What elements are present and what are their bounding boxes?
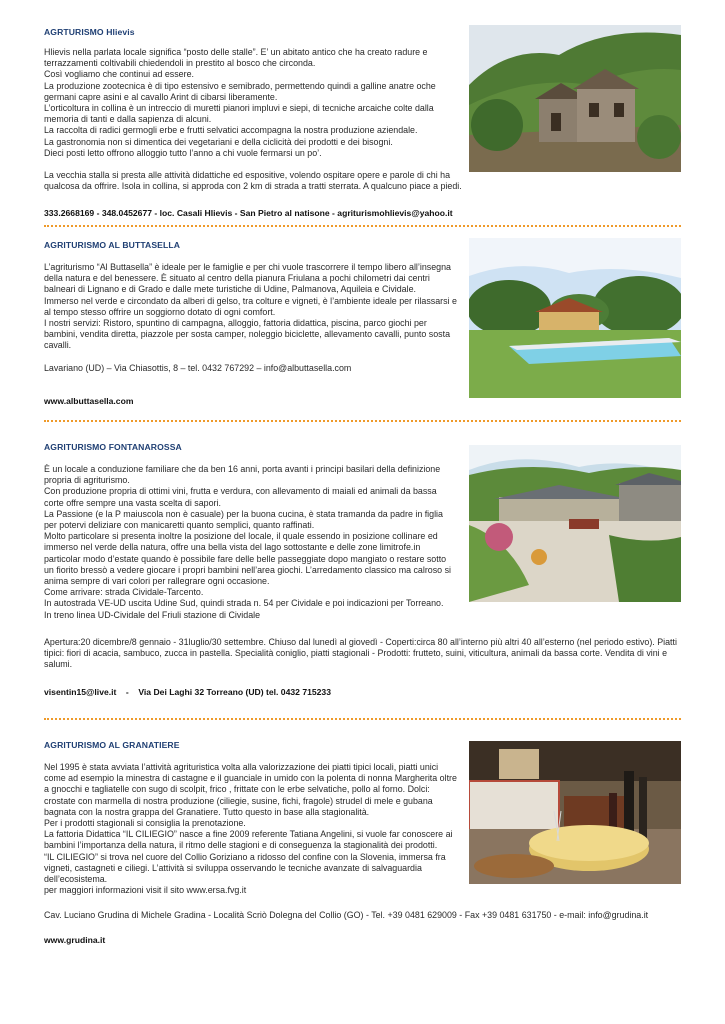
paragraph: Dieci posti letto offrono alloggio tutto l’anno a chi vuole fermarsi un po’.	[44, 147, 322, 158]
section-text-hlievis-last	[44, 170, 484, 192]
paragraph: La fattoria Didattica “IL CILIEGIO” nasce a fine 2009 referente Tatiana Angelini, si vuole far conoscere ai bambini l’importanza della natura, il ritmo delle stagioni e di conseguenza la stagionalità dei prodotti.	[44, 829, 453, 851]
section-text-fontanarossa-wide	[44, 637, 684, 671]
paragraph: Come arrivare: strada Cividale-Tarcento.	[44, 587, 204, 598]
website-link-buttasella[interactable]: www.albuttasella.com	[44, 396, 134, 406]
paragraph: La Passione (e la P maiuscola non è casuale) per la buona cucina, è stata tramanda da padre in figlia per potervi deliziare con manicaretti quanto semplici, quanto raffinati.	[44, 508, 443, 531]
address-line-granatiere: Cav. Luciano Grudina di Michele Gradina - Località Scriò Dolegna del Collio (GO) - Tel. +39 0481 629009 - Fax +39 0481 631750 - e-mail: info@grudina.it	[44, 910, 649, 920]
paragraph: La gastronomia non si dimentica dei vegetariani e della ciclicità dei prodotti e dei bisogni.	[44, 136, 393, 147]
contact-line-hlievis: 333.2668169 - 348.0452677 - loc. Casali Hlievis - San Pietro al natisone - agriturismohlievis@yahoo.it	[44, 208, 453, 218]
paragraph: per maggiori informazioni visit il sito www.ersa.fvg.it	[44, 885, 247, 896]
paragraph: La produzione zootecnica è di tipo estensivo e semibrado, permettendo quindi a galline anatre oche germani capre asini e al cavallo Arint di cibarsi liberamente.	[44, 80, 436, 102]
paragraph: La vecchia stalla si presta alle attività didattiche ed espositive, volendo ospitare opere e parole di chi ha qualcosa da offrire. Isola in collina, si approda con 2 km di strada a tratti sterrata. A qualcuno piace a piedi.	[44, 170, 462, 192]
wine-cheese-table-photo	[469, 741, 681, 884]
section-text-buttasella	[44, 262, 457, 374]
section-text-fontanarossa	[44, 464, 458, 621]
section-title-granatiere: AGRITURISMO AL GRANATIERE	[44, 740, 180, 750]
section-title-buttasella: AGRITURISMO AL BUTTASELLA	[44, 240, 181, 250]
paragraph: Hlievis nella parlata locale significa “posto delle stalle”. E’ un abitato antico che ha creato radure e terrazzamenti coltivabili chiedendoli in prestito al bosco che circonda.	[44, 47, 428, 69]
section-divider	[44, 718, 681, 720]
section-divider	[44, 225, 681, 227]
address-line-buttasella: Lavariano (UD) – Via Chiasottis, 8 – tel. 0432 767292 – info@albuttasella.com	[44, 362, 352, 373]
section-title-hlievis: AGRTURISMO Hlievis	[44, 27, 135, 37]
paragraph: La raccolta di radici germogli erbe e frutti selvatici accompagna la nostra produzione aziendale.	[44, 125, 418, 136]
paragraph: L’orticoltura in collina è un intreccio di muretti pianori impluvi e siepi, di tecniche arcaiche colte dalla memoria di tanti e dalla sapienza di alcuni.	[44, 103, 434, 125]
paragraph: Con produzione propria di ottimi vini, frutta e verdura, con allevamento di maiali ed animali da bassa corte offre sempre una vasta scelta di sapori.	[44, 486, 437, 508]
paragraph: Così vogliamo che continui ad essere.	[44, 69, 194, 80]
paragraph: L’agriturismo “Al Buttasella” è ideale per le famiglie e per chi vuole trascorrere il tempo libero all’insegna della natura e del benessere. È situato al centro della pianura Friulana a pochi chilometri dai centri balneari di Lignano e di Grado e dalle mete turistiche di Udine, Palmanova, Aquileia e Cividale.	[44, 262, 451, 295]
website-link-granatiere[interactable]: www.grudina.it	[44, 935, 106, 945]
paragraph: Per i prodotti stagionali si consiglia la prenotazione.	[44, 818, 246, 829]
restaurant-terrace-photo	[469, 445, 681, 602]
paragraph: “IL CILIEGIO” si trova nel cuore del Collio Goriziano a ridosso del confine con la Slovenia, immersa fra vigneti, castagneti e ciliegi. L’attività si sviluppa osservando le tecniche avanzate di salvaguardia dell’ecosistema.	[44, 851, 446, 885]
section-title-fontanarossa: AGRITURISMO FONTANAROSSA	[44, 442, 182, 452]
stone-farmhouse-photo	[469, 25, 681, 172]
paragraph: In treno linea UD-Cividale del Friuli stazione di Cividale	[44, 609, 261, 620]
paragraph: Nel 1995 è stata avviata l’attività agrituristica volta alla valorizzazione dei piatti tipici locali, piatti unici come ad esempio la minestra di castagne e il guanciale in umido con la polenta di nonna Margherita oltre a gnocchi e tagliatelle con sugo di scolpit, frico , frittate con le erbe selvatiche, pollo al forno. Dolci: crostate con marmella di nostra produzione (ciliegie, susine, fichi, fragole) strudel di mele e gubana bagnata con la nostra grappa del Granatiere. Tutto questo in base alla stagionalità.	[44, 762, 457, 817]
section-divider	[44, 420, 681, 422]
paragraph: Immerso nel verde e circondato da alberi di gelso, tra colture e vigneti, è l’ambiente ideale per rilassarsi e al tempo stesso offrire un soggiorno dotato di ogni comfort.	[44, 295, 457, 317]
paragraph: È un locale a conduzione familiare che da ben 16 anni, porta avanti i principi basilari della definizione propria di agriturismo.	[44, 464, 441, 486]
paragraph: Apertura:20 dicembre/8 gennaio - 31luglio/30 settembre. Chiuso dal lunedì al giovedì - Coperti:circa 80 all’interno più altri 40 all’esterno (nel periodo estivo). Piatti tipici: fiori di acacia, sambuco, zucca in pastella. Specialità coniglio, piatti stagionali - Prodotti: frutteto, suini, viticultura, animali da bassa corte. Vendita di vini e salumi.	[44, 637, 677, 670]
contact-line-fontanarossa: visentin15@live.it - Via Dei Laghi 32 Torreano (UD) tel. 0432 715233	[44, 687, 331, 697]
section-text-granatiere	[44, 762, 458, 896]
section-text-hlievis	[44, 47, 456, 159]
paragraph: In autostrada VE-UD uscita Udine Sud, quindi strada n. 54 per Cividale e poi indicazioni per Torreano.	[44, 598, 444, 609]
paragraph: I nostri servizi: Ristoro, spuntino di campagna, alloggio, fattoria didattica, piscina, parco giochi per bambini, vendita diretta, piazzole per sosta camper, noleggio biciclette, allevamento cavalli, punto sosta cavalli.	[44, 318, 451, 351]
pool-villa-photo	[469, 238, 681, 398]
paragraph: Molto particolare si presenta inoltre la posizione del locale, il quale essendo in posizione collinare ed immerso nel verde della natura, offre una bella vista del lago sottostante e delle zone limitrofe.in particolar modo d’estate quando è possibile fare delle belle passeggiate dopo mangiato o restare sotto un fiorito bressò a vedere giocare i propri bambini nell’area giochi. L’arredamento classico ma calroso si anima sempre di vari colori per rallegrare ogni occasione.	[44, 531, 451, 587]
